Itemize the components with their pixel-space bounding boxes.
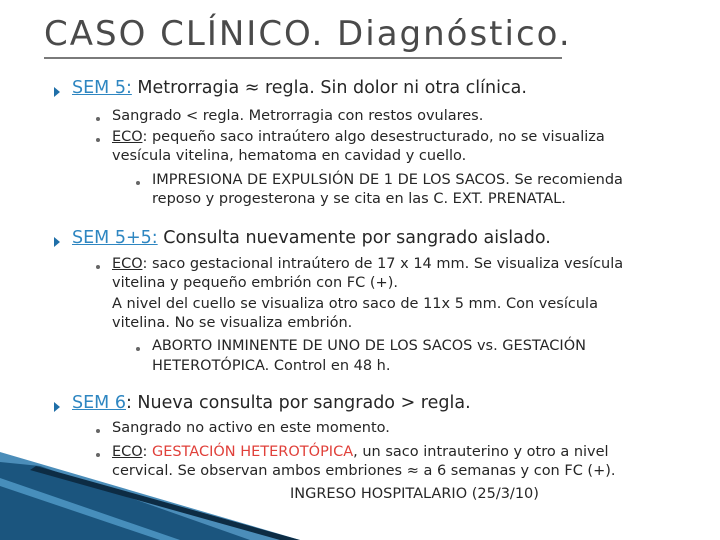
bullet-dot-icon xyxy=(136,347,140,351)
bullet-text-continued: vitelina y pequeño embrión con FC (+). xyxy=(112,275,398,291)
bullet-text: ECO: GESTACIÓN HETEROTÓPICA, un saco intrauterino y otro a nivel xyxy=(112,444,609,460)
eco-label: ECO xyxy=(112,129,143,145)
heading-text: Consulta nuevamente por sangrado aislado. xyxy=(157,228,551,248)
bullet-dot-icon xyxy=(96,453,100,457)
bullet-arrow-icon xyxy=(54,402,60,412)
hospital-admission-note: INGRESO HOSPITALARIO (25/3/10) xyxy=(290,486,539,502)
sub-bullet-text-continued: HETEROTÓPICA. Control en 48 h. xyxy=(152,358,391,374)
sub-bullet-text-continued: reposo y progesterona y se cita en las C. EXT. PRENATAL. xyxy=(152,191,566,207)
bullet-arrow-icon xyxy=(54,237,60,247)
highlight-diagnosis: GESTACIÓN HETEROTÓPICA xyxy=(151,444,354,460)
sub-bullet-text: ABORTO INMINENTE DE UNO DE LOS SACOS vs. GESTACIÓN xyxy=(152,338,586,354)
week-label: SEM 5+5: xyxy=(72,228,158,248)
eco-label: ECO xyxy=(112,444,143,460)
bullet-dot-icon xyxy=(96,429,100,433)
bullet-dot-icon xyxy=(96,265,100,269)
week-label: SEM 5: xyxy=(72,78,132,98)
bullet-dot-icon xyxy=(96,117,100,121)
bullet-arrow-icon xyxy=(54,87,60,97)
bullet-dot-icon xyxy=(136,181,140,185)
bullet-text: ECO: saco gestacional intraútero de 17 x 14 mm. Se visualiza vesícula xyxy=(112,256,624,272)
section-heading xyxy=(72,228,551,248)
week-label: SEM 6 xyxy=(72,393,126,413)
heading-text: : Nueva consulta por sangrado > regla. xyxy=(125,393,471,413)
bullet-dot-icon xyxy=(96,138,100,142)
bullet-text-continued: A nivel del cuello se visualiza otro saco de 11x 5 mm. Con vesícula xyxy=(112,296,598,312)
heading-text: Metrorragia ≈ regla. Sin dolor ni otra clínica. xyxy=(131,78,527,98)
sub-bullet-text: IMPRESIONA DE EXPULSIÓN DE 1 DE LOS SACOS. Se recomienda xyxy=(152,172,623,188)
eco-label: ECO xyxy=(112,256,143,272)
bullet-text: Sangrado no activo en este momento. xyxy=(112,420,390,436)
section-heading xyxy=(72,78,527,98)
bullet-text-continued: vitelina. No se visualiza embrión. xyxy=(112,315,353,331)
bullet-text-continued: cervical. Se observan ambos embriones ≈ a 6 semanas y con FC (+). xyxy=(112,463,616,479)
section-heading xyxy=(72,393,471,413)
bullet-text: ECO: pequeño saco intraútero algo desestructurado, no se visualiza xyxy=(112,129,605,145)
bullet-text: Sangrado < regla. Metrorragia con restos ovulares. xyxy=(112,108,484,124)
slide-title: CASO CLÍNICO. Diagnóstico. xyxy=(44,14,572,54)
bullet-text-continued: vesícula vitelina, hematoma en cavidad y cuello. xyxy=(112,148,467,164)
